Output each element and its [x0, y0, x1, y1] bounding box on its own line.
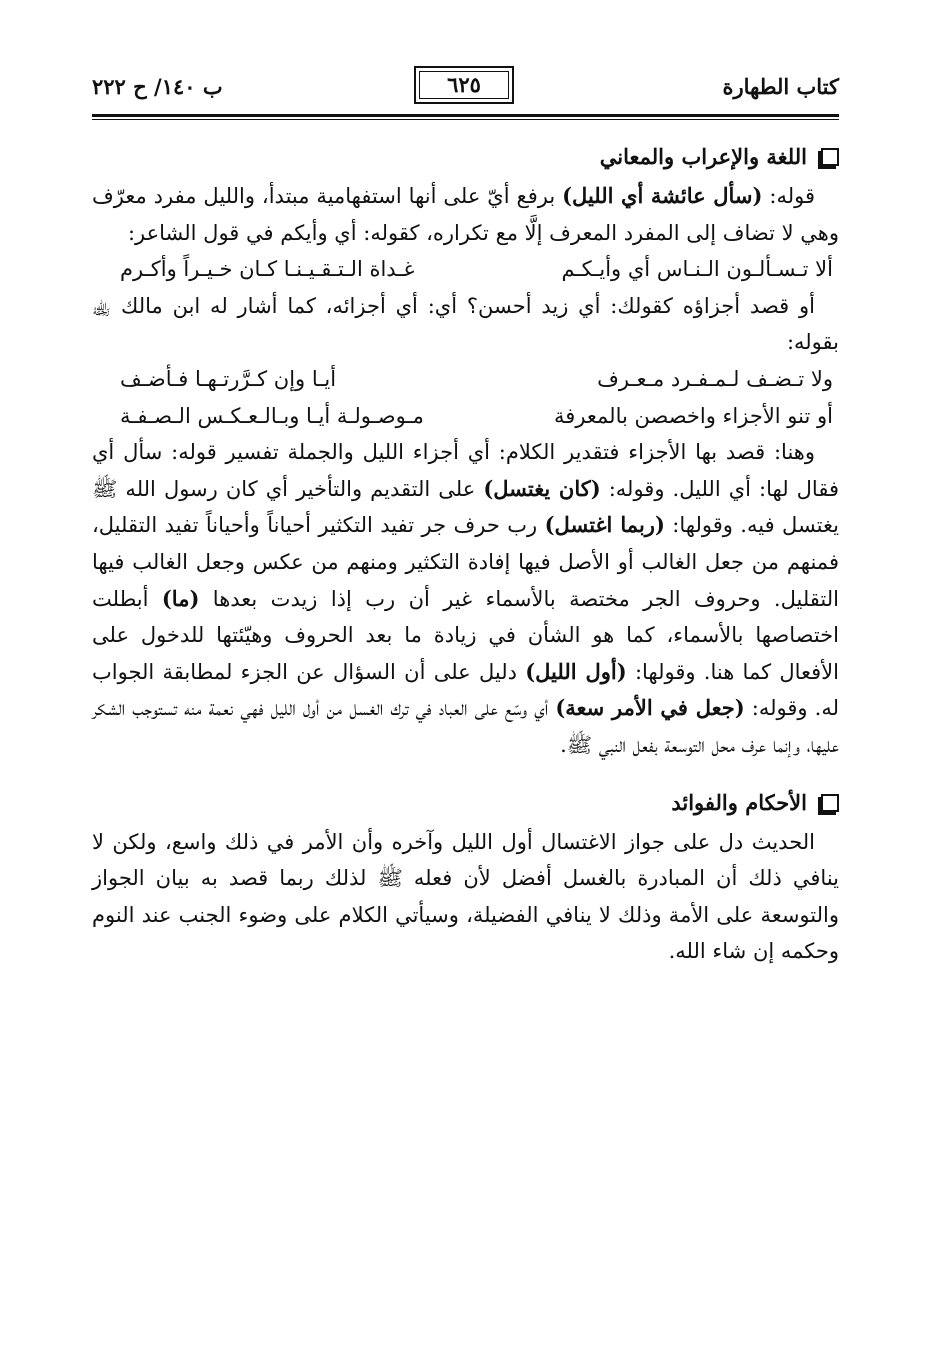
- book-title: كتاب الطهارة: [722, 74, 839, 99]
- page-body: [92, 136, 839, 970]
- verse-first-hemistich: أو تنو الأجزاء واخصصن بالمعرفة: [554, 403, 833, 428]
- page-number: ٦٢٥: [414, 66, 514, 104]
- poetry-verse: [92, 398, 839, 435]
- paragraph: وهنا: قصد بها الأجزاء فتقدير الكلام: أي أجزاء الليل والجملة تفسير قوله: سأل أي فقال لها: أي الليل. وقوله: (كان يغتسل) على التقديم والتأخير أي كان رسول الله ﷺ يغتسل فيه. وقولها: (ربما اغتسل) رب حرف جر تفيد التكثير أحياناً وأحياناً تفيد التقليل، فمنهم من جعل الغالب أو الأصل فيها إفادة التكثير ومنهم من عكس وجعل الغالب فيها التقليل. وحروف الجر مختصة بالأسماء غير أن رب إذا زيدت بعدها (ما) أبطلت اختصاصها بالأسماء، كما هو الشأن في زيادة ما بعد الحروف وهيّئتها للدخول على الأفعال كما هنا. وقولها: (أول الليل) دليل على أن السؤال عن الجزء لمطابقة الجواب له. وقوله: (جعل في الأمر سعة) أي وسّع على العباد في ترك الغسل من أول الليل فهي نعمة منه تستوجب الشكر عليها، وإنما عرف محل التوسعة بفعل النبي ﷺ.: [92, 440, 839, 757]
- verse-second-hemistich: أيـا وإن كـرَّرتـهـا فـأضـف: [120, 366, 337, 391]
- running-header: [92, 66, 839, 106]
- checkbox-bullet-icon: [821, 794, 839, 812]
- header-rule: [92, 114, 839, 117]
- section-title: الأحكام والفوائد: [671, 789, 807, 815]
- paragraph: أو قصد أجزاؤه كقولك: أي زيد أحسن؟ أي: أي أجزائه، كما أشار له ابن مالك ﵀ بقوله:: [92, 293, 839, 355]
- verse-second-hemistich: غـداة الـتـقـيـنـا كـان خـيـراً وأكـرم: [120, 257, 415, 282]
- chapter-reference: ب ١٤٠/ ح ٢٢٢: [92, 74, 223, 99]
- verse-second-hemistich: مـوصـولـة أيـا وبـالـعـكـس الـصـفـة: [120, 403, 424, 428]
- poetry-verse: [92, 361, 839, 398]
- section-heading-rulings: [92, 782, 839, 824]
- header-rule-thin: [92, 119, 839, 120]
- paragraph: الحديث دل على جواز الاغتسال أول الليل وآخره وأن الأمر في ذلك واسع، ولكن لا ينافي ذلك أن المبادرة بالغسل أفضل لأن فعله ﷺ لذلك ربما قصد به بيان الجواز والتوسعة على الأمة وذلك لا ينافي الفضيلة، وسيأتي الكلام على وضوء الجنب عند النوم وحكمه إن شاء الله.: [92, 829, 839, 964]
- verse-first-hemistich: ألا تـسـألـون الـنـاس أي وأيـكـم: [561, 257, 833, 282]
- poetry-verse: [92, 251, 839, 288]
- paragraph: قوله: (سأل عائشة أي الليل) برفع أيّ على أنها استفهامية مبتدأ، والليل مفرد معرّف وهي لا تضاف إلى المفرد المعرف إلَّا مع تكراره، كقوله: أي وأيكم في قول الشاعر:: [92, 183, 839, 245]
- section-heading-language: [92, 136, 839, 178]
- section-title: اللغة والإعراب والمعاني: [599, 144, 807, 169]
- checkbox-bullet-icon: [821, 148, 839, 166]
- verse-first-hemistich: ولا تـضـف لـمـفـرد مـعـرف: [597, 366, 833, 391]
